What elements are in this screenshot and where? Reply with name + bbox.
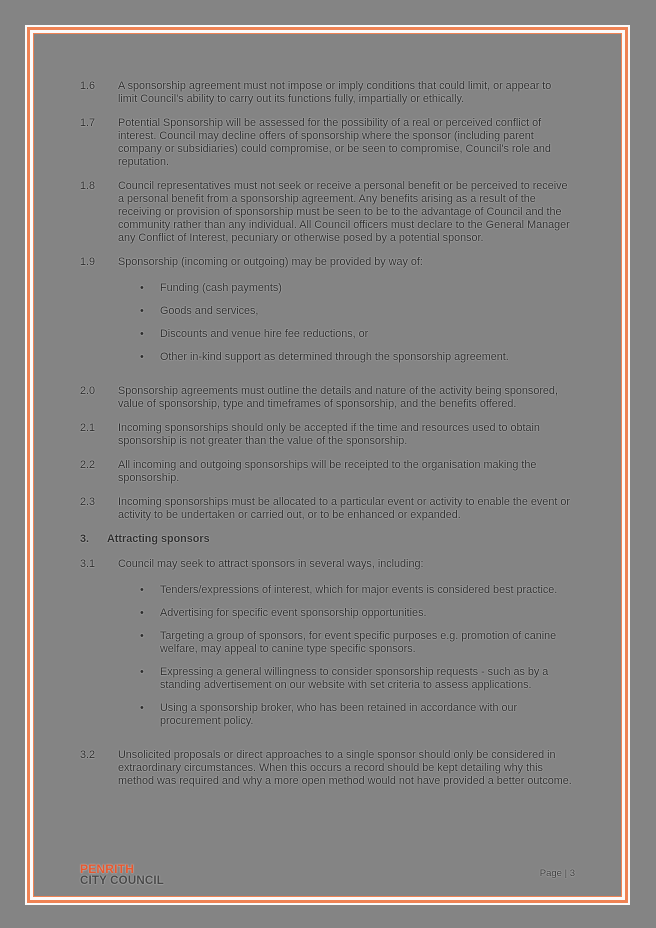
clause-text: Council may seek to attract sponsors in several ways, including: — [118, 558, 424, 570]
bullet-marker: • — [140, 328, 144, 340]
section-number: 3. — [80, 533, 90, 545]
clause-number: 1.8 — [80, 180, 96, 192]
list-item-text: Goods and services, — [160, 305, 259, 317]
clause-1-8 — [80, 180, 577, 245]
list-item — [140, 328, 573, 341]
list-item-text: Discounts and venue hire fee reductions, or — [160, 328, 369, 340]
logo-text-city-council: CITY COUNCIL — [80, 874, 164, 887]
clause-3-2 — [80, 749, 577, 788]
list-item — [140, 607, 573, 620]
clause-3-1 — [80, 558, 577, 738]
list-item — [140, 666, 573, 692]
clause-text: All incoming and outgoing sponsorships will be receipted to the organisation making the sponsorship. — [118, 459, 537, 484]
penrith-city-council-logo — [80, 864, 164, 887]
list-item — [140, 351, 573, 364]
list-item-text: Using a sponsorship broker, who has been retained in accordance with our procurement policy. — [160, 702, 518, 727]
list-item — [140, 305, 573, 318]
clause-number: 1.7 — [80, 117, 96, 129]
clause-2-3 — [80, 496, 577, 522]
page-number: Page | 3 — [539, 868, 575, 879]
clause-text: Sponsorship agreements must outline the details and nature of the activity being sponsored, value of sponsorship, type and timeframes of sponsorship, and the benefits offered. — [118, 385, 558, 410]
clause-text: Incoming sponsorships should only be accepted if the time and resources used to obtain sponsorship is not greater than the value of the sponsorship. — [118, 422, 540, 447]
clause-text: Unsolicited proposals or direct approaches to a single sponsor should only be considered in extraordinary circumstances. When this occurs a record should be kept detailing why this method was required and why a more open method would not have provided a better outcome. — [118, 749, 572, 787]
clause-text: Council representatives must not seek or receive a personal benefit or be perceived to receive a personal benefit from a sponsorship agreement. Any benefits arising as a result of the receiving or provision of sponsorship must be seen to be to the advantage of Council and the community rather than any individual. All Council officers must declare to the General Manager any Conflict of Interest, pecuniary or otherwise posed by a potential sponsor. — [118, 180, 570, 244]
clause-2-2 — [80, 459, 577, 485]
list-item-text: Other in-kind support as determined through the sponsorship agreement. — [160, 351, 509, 363]
list-item — [140, 630, 573, 656]
bullet-marker: • — [140, 351, 144, 363]
list-item-text: Targeting a group of sponsors, for event specific purposes e.g. promotion of canine welfare, may appeal to canine type specific sponsors. — [160, 630, 557, 655]
list-item — [140, 584, 573, 597]
clause-number: 1.9 — [80, 256, 96, 268]
bullet-marker: • — [140, 666, 144, 678]
list-item — [140, 282, 573, 295]
bullet-list — [118, 282, 573, 364]
clause-text: Incoming sponsorships must be allocated to a particular event or activity to enable the event or activity to be undertaken or carried out, or to be enhanced or expanded. — [118, 496, 570, 521]
bullet-marker: • — [140, 607, 144, 619]
list-item-text: Advertising for specific event sponsorship opportunities. — [160, 607, 427, 619]
clause-number: 1.6 — [80, 80, 96, 92]
list-item-text: Tenders/expressions of interest, which for major events is considered best practice. — [160, 584, 558, 596]
bullet-list — [118, 584, 573, 728]
clause-number: 2.1 — [80, 422, 96, 434]
clause-number: 2.0 — [80, 385, 96, 397]
section-heading-attracting-sponsors — [80, 533, 577, 546]
document-content — [34, 34, 621, 896]
clause-text: Sponsorship (incoming or outgoing) may be provided by way of: — [118, 256, 423, 268]
clause-text: A sponsorship agreement must not impose or imply conditions that could limit, or appear to limit Council's ability to carry out its functions fully, impartially or ethically. — [118, 80, 552, 105]
clause-1-9 — [80, 256, 577, 374]
page-border-frame — [25, 25, 630, 905]
bullet-marker: • — [140, 305, 144, 317]
bullet-marker: • — [140, 282, 144, 294]
clause-2-1 — [80, 422, 577, 448]
page-footer — [80, 864, 575, 887]
clause-number: 2.3 — [80, 496, 96, 508]
clause-2-0 — [80, 385, 577, 411]
section-title: Attracting sponsors — [107, 533, 210, 545]
list-item — [140, 702, 573, 728]
clause-1-6 — [80, 80, 577, 106]
logo-text-penrith: PENRITH — [80, 862, 135, 876]
list-item-text: Expressing a general willingness to consider sponsorship requests - such as by a standing advertisement on our website with set criteria to assess applications. — [160, 666, 549, 691]
clause-text: Potential Sponsorship will be assessed for the possibility of a real or perceived conflict of interest. Council may decline offers of sponsorship where the sponsor (including parent company or subsidiaries) could compromise, or be seen to compromise, Council's role and reputation. — [118, 117, 551, 168]
clause-number: 3.1 — [80, 558, 96, 570]
clause-number: 2.2 — [80, 459, 96, 471]
bullet-marker: • — [140, 584, 144, 596]
list-item-text: Funding (cash payments) — [160, 282, 282, 294]
clause-1-7 — [80, 117, 577, 169]
clause-number: 3.2 — [80, 749, 96, 761]
bullet-marker: • — [140, 702, 144, 714]
bullet-marker: • — [140, 630, 144, 642]
